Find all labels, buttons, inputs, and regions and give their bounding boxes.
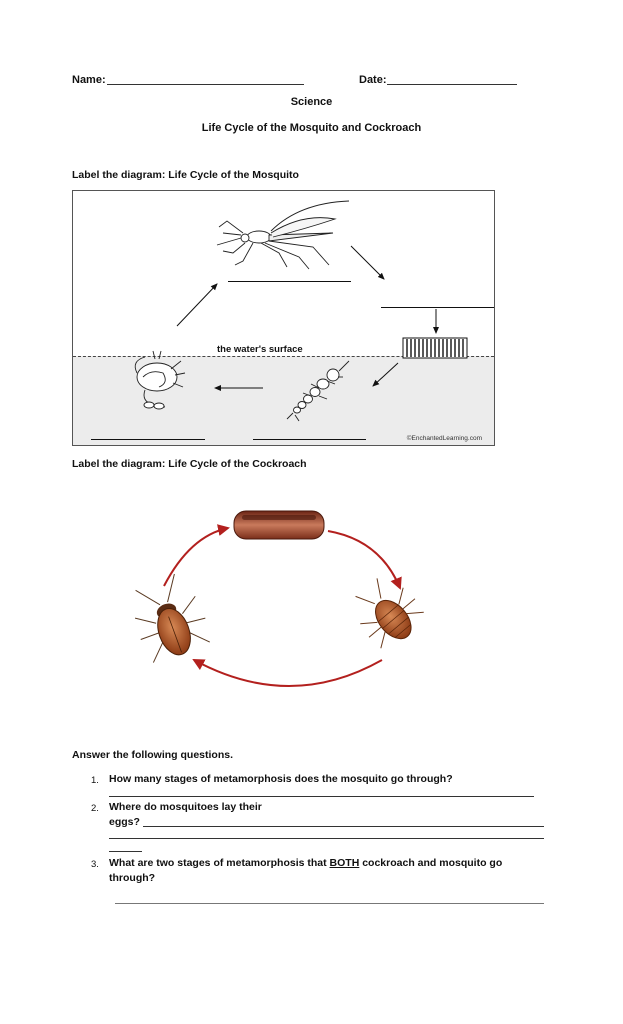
credit-text: ©EnchantedLearning.com bbox=[406, 435, 482, 442]
mosquito-egg-raft-icon bbox=[403, 338, 467, 358]
cockroach-nymph-icon bbox=[343, 568, 430, 656]
q3-answer-line[interactable] bbox=[115, 903, 544, 904]
cockroach-diagram bbox=[110, 500, 440, 700]
q2-text-line1: Where do mosquitoes lay their bbox=[109, 801, 262, 813]
q1-number: 1. bbox=[91, 775, 99, 786]
mosquito-instruction: Label the diagram: Life Cycle of the Mosquito bbox=[72, 169, 299, 181]
q2-number: 2. bbox=[91, 803, 99, 814]
q2-answer-line-3[interactable] bbox=[109, 851, 142, 852]
q1-answer-line[interactable] bbox=[109, 796, 534, 797]
arrow-pupa-to-adult bbox=[177, 284, 217, 326]
page-title: Life Cycle of the Mosquito and Cockroach bbox=[201, 122, 422, 134]
questions-instruction: Answer the following questions. bbox=[72, 749, 234, 761]
cockroach-egg-case-icon bbox=[234, 511, 324, 539]
cockroach-instruction: Label the diagram: Life Cycle of the Cockroach bbox=[72, 458, 307, 470]
q3-text-before: What are two stages of metamorphosis that bbox=[109, 857, 330, 869]
q3-emphasis: BOTH bbox=[329, 857, 360, 869]
mosquito-pupa-icon bbox=[135, 351, 185, 409]
arrow-egg-to-larva bbox=[373, 363, 398, 386]
arrow-egg-to-nymph bbox=[328, 531, 400, 588]
q3-number: 3. bbox=[91, 859, 99, 870]
q1-text: How many stages of metamorphosis does the mosquito go through? bbox=[109, 773, 453, 785]
date-field[interactable] bbox=[387, 84, 517, 85]
name-field[interactable] bbox=[107, 84, 304, 85]
q3-text-line1 bbox=[109, 856, 502, 870]
arrow-adult-to-egg bbox=[351, 246, 384, 279]
arrow-nymph-to-adult bbox=[194, 660, 382, 686]
name-label: Name: bbox=[72, 74, 106, 86]
q2-text-line2: eggs? bbox=[109, 816, 140, 828]
water-surface-label: the water's surface bbox=[217, 344, 303, 355]
cockroach-adult-icon bbox=[124, 569, 215, 666]
mosquito-diagram bbox=[72, 190, 495, 446]
mosquito-larva-icon bbox=[287, 361, 349, 421]
subject-heading: Science bbox=[290, 96, 333, 108]
q3-text-after: cockroach and mosquito go bbox=[359, 857, 503, 869]
date-label: Date: bbox=[359, 74, 387, 86]
q2-answer-line-1[interactable] bbox=[143, 826, 544, 827]
q2-answer-line-2[interactable] bbox=[109, 838, 544, 839]
q3-text-line2: through? bbox=[109, 872, 156, 884]
mosquito-adult-icon bbox=[217, 201, 349, 269]
